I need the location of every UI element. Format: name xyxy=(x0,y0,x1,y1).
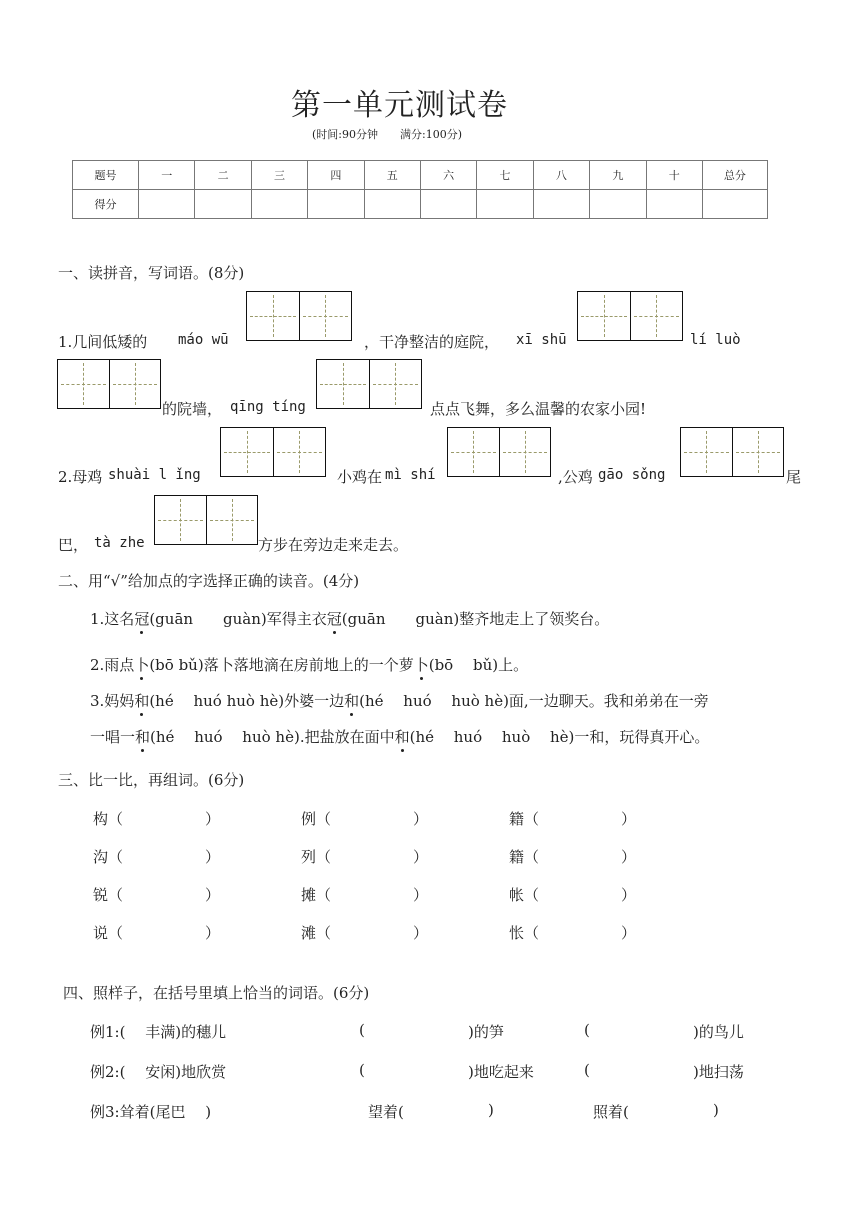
s1-text: 的院墙， xyxy=(162,400,223,418)
tianzige-answer-box[interactable] xyxy=(57,359,161,409)
score-table-header-row xyxy=(73,161,768,190)
score-header-cell: 题号 xyxy=(73,161,139,190)
section4-heading: 四、照样子，在括号里填上恰当的词语。(6分) xyxy=(63,984,370,1002)
compare-word-close: ） xyxy=(413,810,429,828)
tianzige-answer-box[interactable] xyxy=(447,427,551,477)
compare-word-close: ） xyxy=(413,924,429,942)
section1-heading: 一、读拼音，写词语。(8分) xyxy=(58,264,245,282)
s1-text: ，干净整洁的庭院， xyxy=(364,333,500,351)
tianzige-answer-box[interactable] xyxy=(220,427,326,477)
score-table-score-row xyxy=(73,190,768,219)
score-header-cell: 二 xyxy=(195,161,251,190)
s1-text: 1.几间低矮的 xyxy=(58,333,148,351)
pinyin-prompt: mì shí xyxy=(385,467,436,483)
dotted-char: 和 xyxy=(394,728,410,746)
score-header-cell: 六 xyxy=(420,161,476,190)
compare-word-item: 摊（ xyxy=(301,886,332,904)
dotted-char: 和 xyxy=(134,692,150,710)
s1-text: ,公鸡 xyxy=(558,468,593,486)
fill-paren-close: )地扫荡 xyxy=(693,1063,744,1081)
fill-paren-close: )的笋 xyxy=(468,1023,504,1041)
score-header-cell: 一 xyxy=(139,161,195,190)
score-input-cell[interactable] xyxy=(590,190,646,219)
example-item: 例2:( 安闲)地欣赏 xyxy=(90,1063,227,1081)
tianzige-answer-box[interactable] xyxy=(680,427,784,477)
fill-paren-open: ( xyxy=(359,1061,365,1079)
compare-word-close: ） xyxy=(621,848,637,866)
score-input-cell[interactable] xyxy=(477,190,533,219)
compare-word-item: 怅（ xyxy=(509,924,540,942)
score-input-cell[interactable] xyxy=(308,190,364,219)
compare-word-close: ） xyxy=(205,924,221,942)
page-title: 第一单元测试卷 xyxy=(291,88,508,123)
pinyin-prompt: lí luò xyxy=(690,332,741,348)
compare-word-item: 沟（ xyxy=(93,848,124,866)
dotted-char: 卜 xyxy=(413,656,429,674)
compare-word-close: ） xyxy=(205,848,221,866)
compare-word-item: 例（ xyxy=(301,810,332,828)
compare-word-item: 帐（ xyxy=(509,886,540,904)
score-input-cell[interactable] xyxy=(533,190,589,219)
compare-word-close: ） xyxy=(621,810,637,828)
compare-word-close: ） xyxy=(413,848,429,866)
s2-question-1: 1.这名冠(guān guàn)军得主衣冠(guān guàn)整齐地走上了领奖台。 xyxy=(90,610,610,628)
compare-word-close: ） xyxy=(413,886,429,904)
section3-heading: 三、比一比，再组词。(6分) xyxy=(58,771,245,789)
score-header-cell: 九 xyxy=(590,161,646,190)
fill-paren-close: ) xyxy=(488,1101,494,1119)
dotted-char: 和 xyxy=(135,728,151,746)
s2-question-3-cont: 一唱一和(hé huó huò hè).把盐放在面中和(hé huó huò hè)一和，玩得真开心。 xyxy=(90,728,710,746)
compare-word-item: 籍（ xyxy=(509,810,540,828)
s2-question-3: 3.妈妈和(hé huó huò hè)外婆一边和(hé huó huò hè)面,一边聊天。我和弟弟在一旁 xyxy=(90,692,709,710)
score-input-cell[interactable] xyxy=(195,190,251,219)
score-input-cell[interactable] xyxy=(364,190,420,219)
score-input-cell[interactable] xyxy=(702,190,767,219)
compare-word-item: 说（ xyxy=(93,924,124,942)
score-input-cell[interactable] xyxy=(420,190,476,219)
compare-word-close: ） xyxy=(205,810,221,828)
fill-paren-open: ( xyxy=(584,1021,590,1039)
fill-paren-open: ( xyxy=(584,1061,590,1079)
tianzige-answer-box[interactable] xyxy=(246,291,352,341)
fill-paren-open: 照着( xyxy=(593,1103,629,1121)
s1-text: 尾 xyxy=(786,468,802,486)
score-header-cell: 七 xyxy=(477,161,533,190)
fill-paren-close: )地吃起来 xyxy=(468,1063,534,1081)
compare-word-item: 籍（ xyxy=(509,848,540,866)
tianzige-answer-box[interactable] xyxy=(154,495,258,545)
fill-paren-close: )的鸟儿 xyxy=(693,1023,744,1041)
compare-word-item: 列（ xyxy=(301,848,332,866)
s2-question-2: 2.雨点卜(bō bǔ)落卜落地滴在房前地上的一个萝卜(bō bǔ)上。 xyxy=(90,656,529,674)
tianzige-answer-box[interactable] xyxy=(577,291,683,341)
s1-text: 点点飞舞，多么温馨的农家小园! xyxy=(430,400,647,418)
score-header-cell: 八 xyxy=(533,161,589,190)
dotted-char: 卜 xyxy=(134,656,150,674)
fill-paren-open: ( xyxy=(359,1021,365,1039)
pinyin-prompt: máo wū xyxy=(178,332,229,348)
compare-word-close: ） xyxy=(621,924,637,942)
example-item: 例1:( 丰满)的穗儿 xyxy=(90,1023,227,1041)
dotted-char: 冠 xyxy=(326,610,342,628)
s1-text: 小鸡在 xyxy=(337,468,383,486)
compare-word-close: ） xyxy=(205,886,221,904)
s1-text: 巴， xyxy=(58,536,89,554)
score-table xyxy=(72,160,768,219)
dotted-char: 和 xyxy=(344,692,360,710)
tianzige-answer-box[interactable] xyxy=(316,359,422,409)
compare-word-item: 锐（ xyxy=(93,886,124,904)
s1-text: 2.母鸡 xyxy=(58,468,103,486)
pinyin-prompt: shuài l ǐng xyxy=(108,467,201,483)
pinyin-prompt: xī shū xyxy=(516,332,567,348)
score-header-cell: 五 xyxy=(364,161,420,190)
fill-paren-open: 望着( xyxy=(368,1103,404,1121)
section2-heading: 二、用“√”给加点的字选择正确的读音。(4分) xyxy=(58,572,360,590)
score-header-cell: 总分 xyxy=(702,161,767,190)
pinyin-prompt: qīng tíng xyxy=(230,399,306,415)
score-row-label: 得分 xyxy=(73,190,139,219)
score-header-cell: 三 xyxy=(251,161,307,190)
time-score-info: (时间:90分钟 满分:100分) xyxy=(312,128,462,141)
score-header-cell: 四 xyxy=(308,161,364,190)
score-input-cell[interactable] xyxy=(646,190,702,219)
pinyin-prompt: gāo sǒng xyxy=(598,467,666,483)
dotted-char: 冠 xyxy=(134,610,150,628)
compare-word-item: 构（ xyxy=(93,810,124,828)
s1-text: 方步在旁边走来走去。 xyxy=(258,536,409,554)
pinyin-prompt: tà zhe xyxy=(94,535,145,551)
score-header-cell: 十 xyxy=(646,161,702,190)
score-input-cell[interactable] xyxy=(251,190,307,219)
compare-word-item: 滩（ xyxy=(301,924,332,942)
compare-word-close: ） xyxy=(621,886,637,904)
score-input-cell[interactable] xyxy=(139,190,195,219)
example-item: 例3:耸着(尾巴 ) xyxy=(90,1103,212,1121)
fill-paren-close: ) xyxy=(713,1101,719,1119)
